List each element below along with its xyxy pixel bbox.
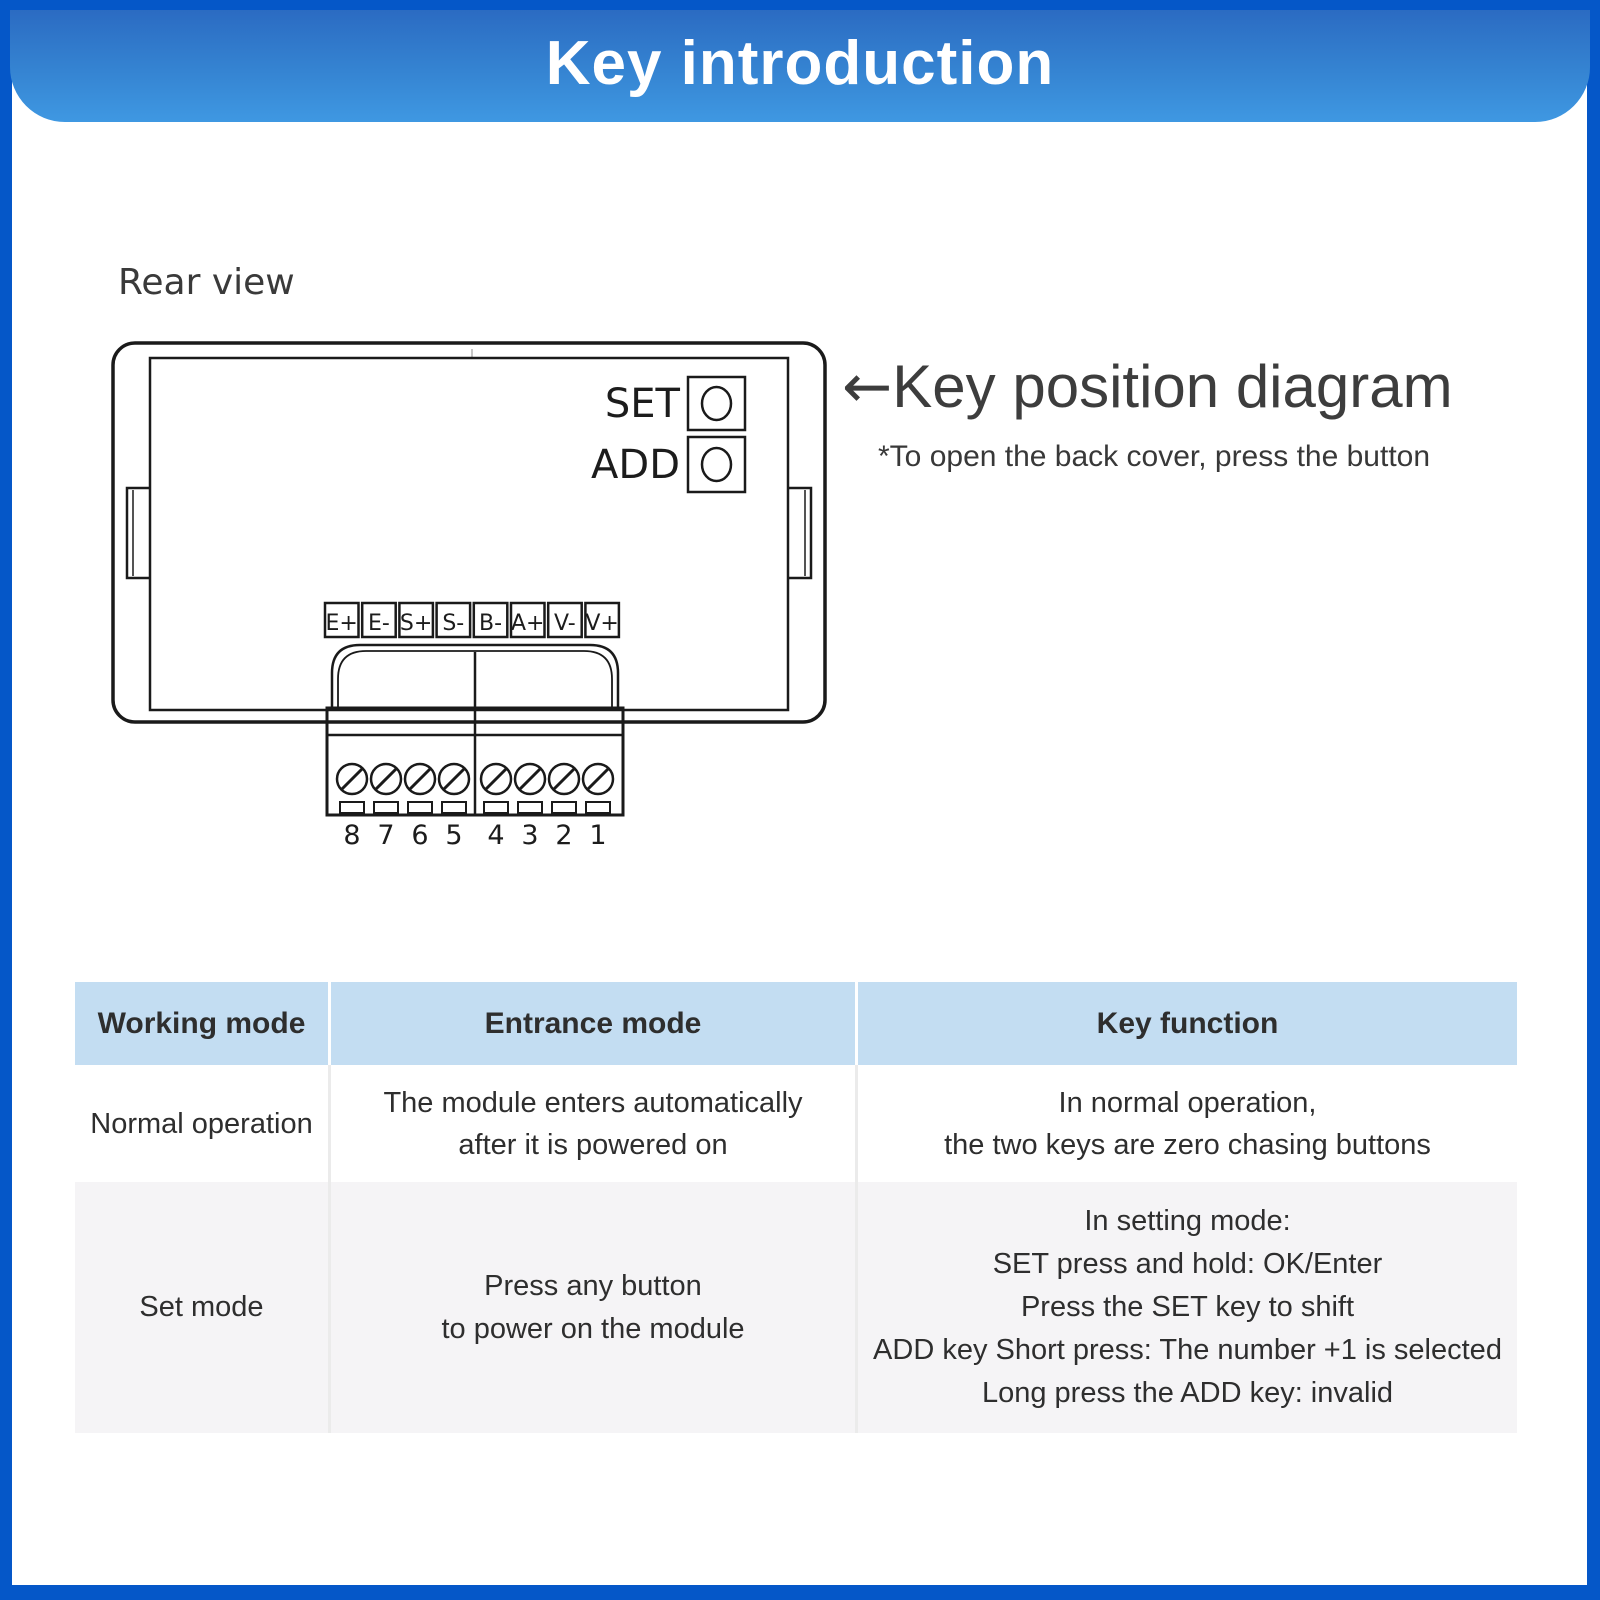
key-function-cell (855, 1182, 1517, 1433)
key-function-table (75, 982, 1517, 1433)
cell-line: SET press and hold: OK/Enter (992, 1248, 1383, 1280)
pin-number: 6 (411, 820, 429, 851)
cell-line: The module enters automatically (383, 1086, 803, 1119)
pin-numbers (343, 820, 606, 851)
cell-line: Set mode (139, 1291, 264, 1323)
table-row (75, 1065, 1517, 1182)
pin-number: 5 (445, 820, 463, 851)
key-position-caption (842, 352, 1453, 422)
right-side-clip (788, 488, 811, 578)
working-mode-cell (75, 1065, 328, 1182)
header-entrance-mode: Entrance mode (328, 982, 855, 1065)
terminal-label: B- (478, 611, 503, 636)
key-function-cell (855, 1065, 1517, 1182)
terminal-block-connector (327, 645, 623, 851)
terminal-label: S- (442, 611, 465, 636)
page-border-right (1587, 0, 1600, 1600)
cell-line: to power on the module (441, 1312, 745, 1345)
rear-view-label: Rear view (118, 262, 295, 303)
terminal-label: V+ (585, 611, 619, 636)
working-mode-cell (75, 1182, 328, 1433)
header-working-mode: Working mode (75, 982, 328, 1065)
terminal-label: V- (554, 611, 576, 636)
title-banner (10, 10, 1590, 122)
pin-number: 1 (589, 820, 607, 851)
terminal-label: E+ (325, 611, 358, 636)
header-key-function: Key function (855, 982, 1517, 1065)
cell-line: Press any button (484, 1269, 702, 1302)
entrance-mode-cell (328, 1182, 855, 1433)
cell-line: Normal operation (90, 1107, 313, 1140)
cell-line: Long press the ADD key: invalid (981, 1377, 1394, 1409)
pin-number: 7 (377, 820, 395, 851)
pin-number: 4 (487, 820, 505, 851)
back-cover-note: *To open the back cover, press the button (878, 440, 1431, 473)
caption-text: Key position diagram (892, 353, 1453, 420)
cell-line: In normal operation, (1058, 1086, 1317, 1119)
add-button-hole-icon (702, 448, 731, 481)
page-border-left (0, 0, 12, 1600)
page-title: Key introduction (545, 29, 1055, 98)
device-outer-shell (113, 343, 825, 722)
cell-line: ADD key Short press: The number +1 is selected (873, 1334, 1502, 1366)
table-row (75, 1182, 1517, 1433)
table-header-row (75, 982, 1517, 1065)
add-button (591, 437, 745, 492)
add-button-label: ADD (591, 442, 680, 488)
left-side-clip (127, 488, 150, 578)
set-button-label: SET (604, 381, 680, 427)
pin-number: 3 (521, 820, 539, 851)
page-border-bottom (0, 1585, 1600, 1600)
terminal-label: S+ (399, 611, 433, 636)
page-border-top (0, 0, 1600, 10)
left-arrow-icon: ← (842, 352, 893, 422)
set-button (605, 377, 745, 430)
set-button-hole-icon (702, 387, 731, 420)
pin-number: 8 (343, 820, 361, 851)
terminal-label: E- (367, 611, 390, 636)
pin-number: 2 (555, 820, 573, 851)
terminal-strip (325, 603, 619, 637)
device-inner-panel (150, 358, 788, 710)
cell-line: Press the SET key to shift (1020, 1291, 1355, 1323)
cell-line: In setting mode: (1084, 1205, 1291, 1237)
cell-line: the two keys are zero chasing buttons (944, 1128, 1431, 1161)
entrance-mode-cell (328, 1065, 855, 1182)
terminal-label: A+ (510, 611, 545, 636)
rear-view-diagram (90, 320, 850, 865)
cell-line: after it is powered on (458, 1128, 728, 1161)
